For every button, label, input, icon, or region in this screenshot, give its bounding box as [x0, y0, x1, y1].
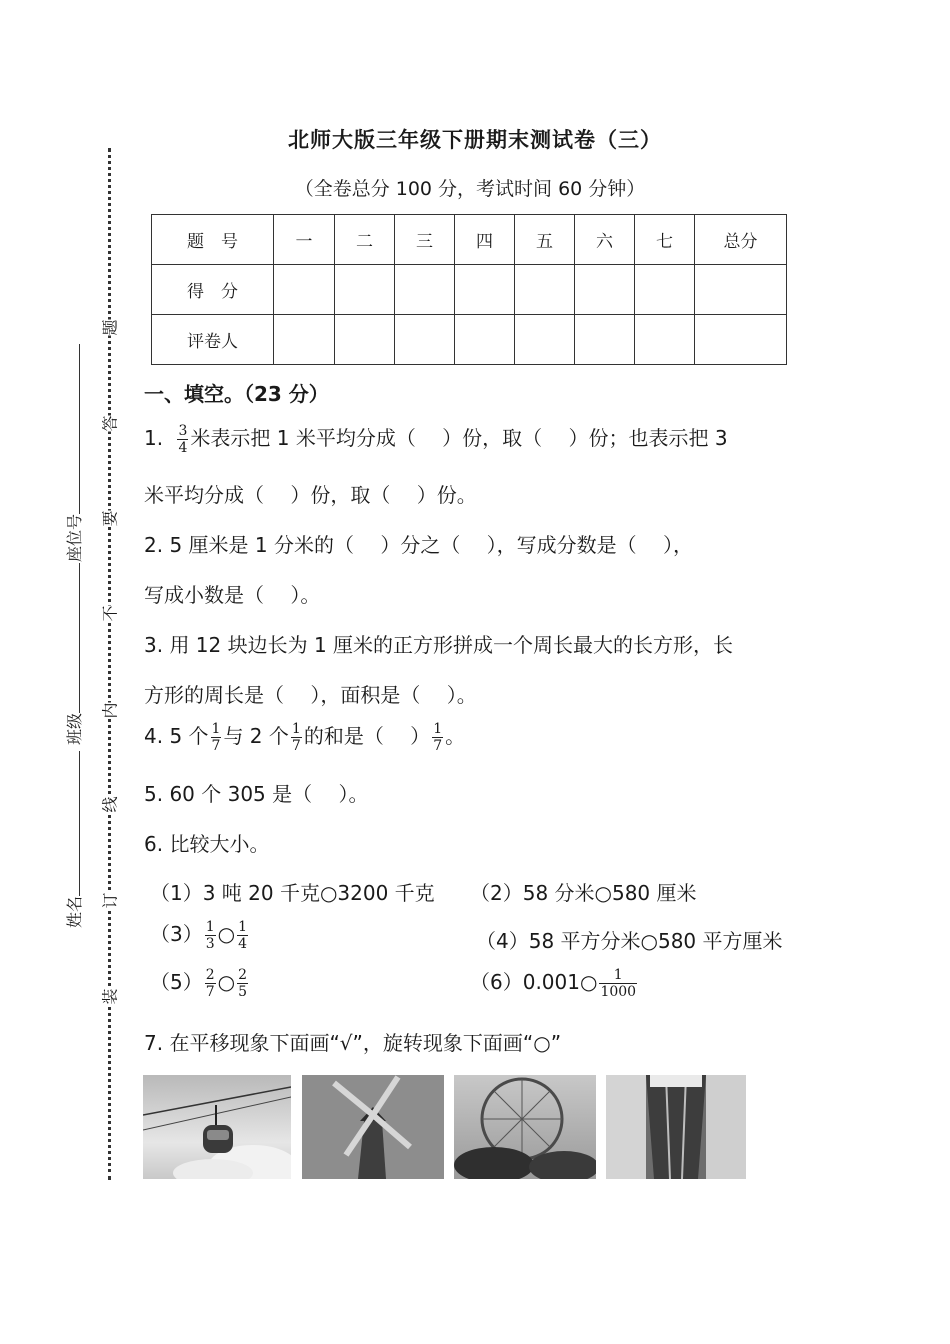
- fraction: $\frac{1}{7}$: [291, 720, 301, 754]
- grader-cell[interactable]: [395, 315, 455, 365]
- fraction: $\frac{2}{7}$: [205, 966, 215, 1000]
- score-cell[interactable]: [695, 265, 787, 315]
- column-header: 一: [274, 215, 335, 265]
- name-field[interactable]: 姓名: [62, 751, 85, 928]
- exam-subtitle: （全卷总分 100 分，考试时间 60 分钟）: [294, 178, 646, 200]
- question-6-item-1: （1）3 吨 20 千克○3200 千克: [150, 881, 435, 905]
- grader-cell[interactable]: [695, 315, 787, 365]
- section-heading: 一、填空。（23 分）: [144, 382, 329, 406]
- question-7: 7. 在平移现象下面画“√”，旋转现象下面画“○”: [144, 1031, 562, 1055]
- binding-char-5: 内: [98, 702, 121, 718]
- grader-cell[interactable]: [335, 315, 395, 365]
- column-header: 五: [515, 215, 575, 265]
- grader-cell[interactable]: [274, 315, 335, 365]
- question-4: 4. 5 个 $\frac{1}{7}$ 与 2 个 $\frac{1}{7}$ 的和是（ ） $\frac{1}{7}$ 。: [144, 720, 466, 754]
- row-label-question-number: 题 号: [152, 215, 274, 265]
- score-cell[interactable]: [274, 265, 335, 315]
- score-cell[interactable]: [575, 265, 635, 315]
- column-header: 四: [455, 215, 515, 265]
- fraction: $\frac{1}{3}$: [205, 918, 215, 952]
- column-header: 七: [635, 215, 695, 265]
- fraction: $\frac{1}{7}$: [433, 720, 443, 754]
- grader-cell[interactable]: [575, 315, 635, 365]
- row-label-score: 得 分: [152, 265, 274, 315]
- binding-char-3: 要: [98, 510, 121, 526]
- ferris-wheel-image: [454, 1075, 596, 1179]
- binding-char-7: 订: [98, 892, 121, 908]
- seat-number-field[interactable]: 座位号: [62, 344, 85, 562]
- score-table-row-header: [152, 215, 787, 265]
- score-table-row-grader: [152, 315, 787, 365]
- question-6-item-3: （3） $\frac{1}{3}$ ○ $\frac{1}{4}$: [150, 918, 248, 952]
- question-6-item-5: （5） $\frac{2}{7}$ ○ $\frac{2}{5}$: [150, 966, 248, 1000]
- fraction: $\frac{1}{7}$: [211, 720, 221, 754]
- binding-char-6: 线: [98, 796, 121, 812]
- windmill-image: [302, 1075, 444, 1179]
- column-header: 三: [395, 215, 455, 265]
- fraction: $\frac{2}{5}$: [238, 966, 248, 1000]
- score-cell[interactable]: [635, 265, 695, 315]
- fraction: $\frac{1}{1000}$: [600, 966, 637, 1000]
- cable-car-image: [143, 1075, 291, 1179]
- question-6-item-2: （2）58 分米○580 厘米: [470, 881, 697, 905]
- class-field[interactable]: 班级: [62, 563, 85, 745]
- column-header: 二: [335, 215, 395, 265]
- grader-cell[interactable]: [635, 315, 695, 365]
- question-2-line-b: 写成小数是（ ）。: [144, 583, 321, 607]
- score-table: [151, 214, 787, 365]
- binding-char-2: 答: [98, 415, 121, 431]
- question-6-item-4: （4）58 平方分米○580 平方厘米: [476, 929, 783, 953]
- fraction: $\frac{3}{4}$: [178, 422, 188, 456]
- question-1-line-a: 1. $\frac{3}{4}$ 米表示把 1 米平均分成（ ）份，取（ ）份；也表示把 3: [144, 422, 728, 456]
- column-header: 六: [575, 215, 635, 265]
- binding-dotted-line: [108, 148, 111, 1180]
- score-cell[interactable]: [515, 265, 575, 315]
- question-6-item-6: （6）0.001○ $\frac{1}{1000}$: [470, 966, 637, 1000]
- row-label-grader: 评卷人: [152, 315, 274, 365]
- escalator-image: [606, 1075, 746, 1179]
- score-cell[interactable]: [455, 265, 515, 315]
- grader-cell[interactable]: [455, 315, 515, 365]
- question-2-line-a: 2. 5 厘米是 1 分米的（ ）分之（ ），写成分数是（ ），: [144, 533, 694, 557]
- binding-char-1: 题: [98, 319, 121, 335]
- column-header-total: 总分: [695, 215, 787, 265]
- question-5: 5. 60 个 305 是（ ）。: [144, 782, 369, 806]
- question-3-line-b: 方形的周长是（ ），面积是（ ）。: [144, 683, 477, 707]
- binding-char-8: 装: [98, 988, 121, 1004]
- grader-cell[interactable]: [515, 315, 575, 365]
- exam-title: 北师大版三年级下册期末测试卷（三）: [288, 128, 662, 152]
- question-3-line-a: 3. 用 12 块边长为 1 厘米的正方形拼成一个周长最大的长方形，长: [144, 633, 734, 657]
- fraction: $\frac{1}{4}$: [238, 918, 248, 952]
- question-1-line-b: 米平均分成（ ）份，取（ ）份。: [144, 483, 477, 507]
- score-table-row-score: [152, 265, 787, 315]
- score-cell[interactable]: [335, 265, 395, 315]
- score-cell[interactable]: [395, 265, 455, 315]
- question-6-heading: 6. 比较大小。: [144, 832, 270, 856]
- binding-char-4: 不: [98, 605, 121, 621]
